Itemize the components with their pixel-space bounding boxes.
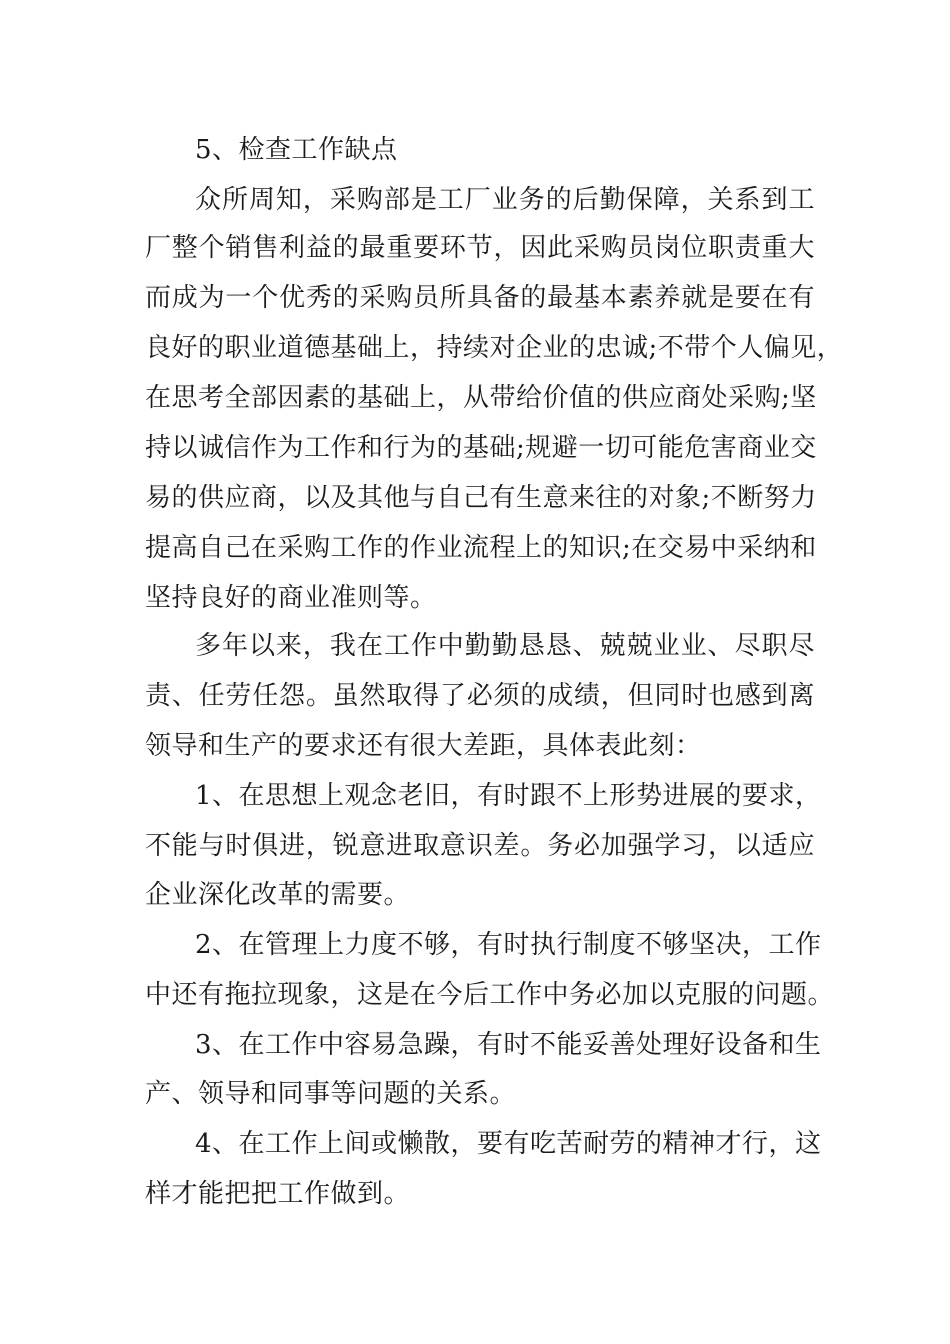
text-line: 良好的职业道德基础上，持续对企业的忠诚;不带个人偏见， <box>145 333 844 363</box>
text-line: 产、领导和同事等问题的关系。 <box>145 1079 517 1109</box>
text-line: 提高自己在采购工作的作业流程上的知识;在交易中采纳和 <box>145 533 817 563</box>
text-line: 多年以来，我在工作中勤勤恳恳、兢兢业业、尽职尽 <box>195 631 815 661</box>
text-line: 领导和生产的要求还有很大差距，具体表此刻： <box>145 731 702 761</box>
text-line: 5、检查工作缺点 <box>195 135 398 165</box>
text-line: 在思考全部因素的基础上，从带给价值的供应商处采购;坚 <box>145 383 817 413</box>
text-line: 众所周知，采购部是工厂业务的后勤保障，关系到工 <box>195 185 815 215</box>
text-line: 中还有拖拉现象，这是在今后工作中务必加以克服的问题。 <box>145 980 835 1010</box>
text-line: 坚持良好的商业准则等。 <box>145 583 437 613</box>
text-line: 责、任劳任怨。虽然取得了必须的成绩，但同时也感到离 <box>145 681 815 711</box>
text-line: 2、在管理上力度不够，有时执行制度不够坚决，工作 <box>195 930 822 960</box>
text-line: 3、在工作中容易急躁，有时不能妥善处理好设备和生 <box>195 1030 822 1060</box>
text-line: 样才能把把工作做到。 <box>145 1179 411 1209</box>
text-line: 持以诚信作为工作和行为的基础;规避一切可能危害商业交 <box>145 433 817 463</box>
text-line: 厂整个销售利益的最重要环节，因此采购员岗位职责重大 <box>145 233 815 263</box>
text-line: 企业深化改革的需要。 <box>145 880 411 910</box>
text-line: 而成为一个优秀的采购员所具备的最基本素养就是要在有 <box>145 283 815 313</box>
text-line: 1、在思想上观念老旧，有时跟不上形势进展的要求， <box>195 781 822 811</box>
text-line: 易的供应商，以及其他与自己有生意来往的对象;不断努力 <box>145 483 817 513</box>
text-line: 不能与时俱进，锐意进取意识差。务必加强学习，以适应 <box>145 831 815 861</box>
text-line: 4、在工作上间或懒散，要有吃苦耐劳的精神才行，这 <box>195 1129 822 1159</box>
